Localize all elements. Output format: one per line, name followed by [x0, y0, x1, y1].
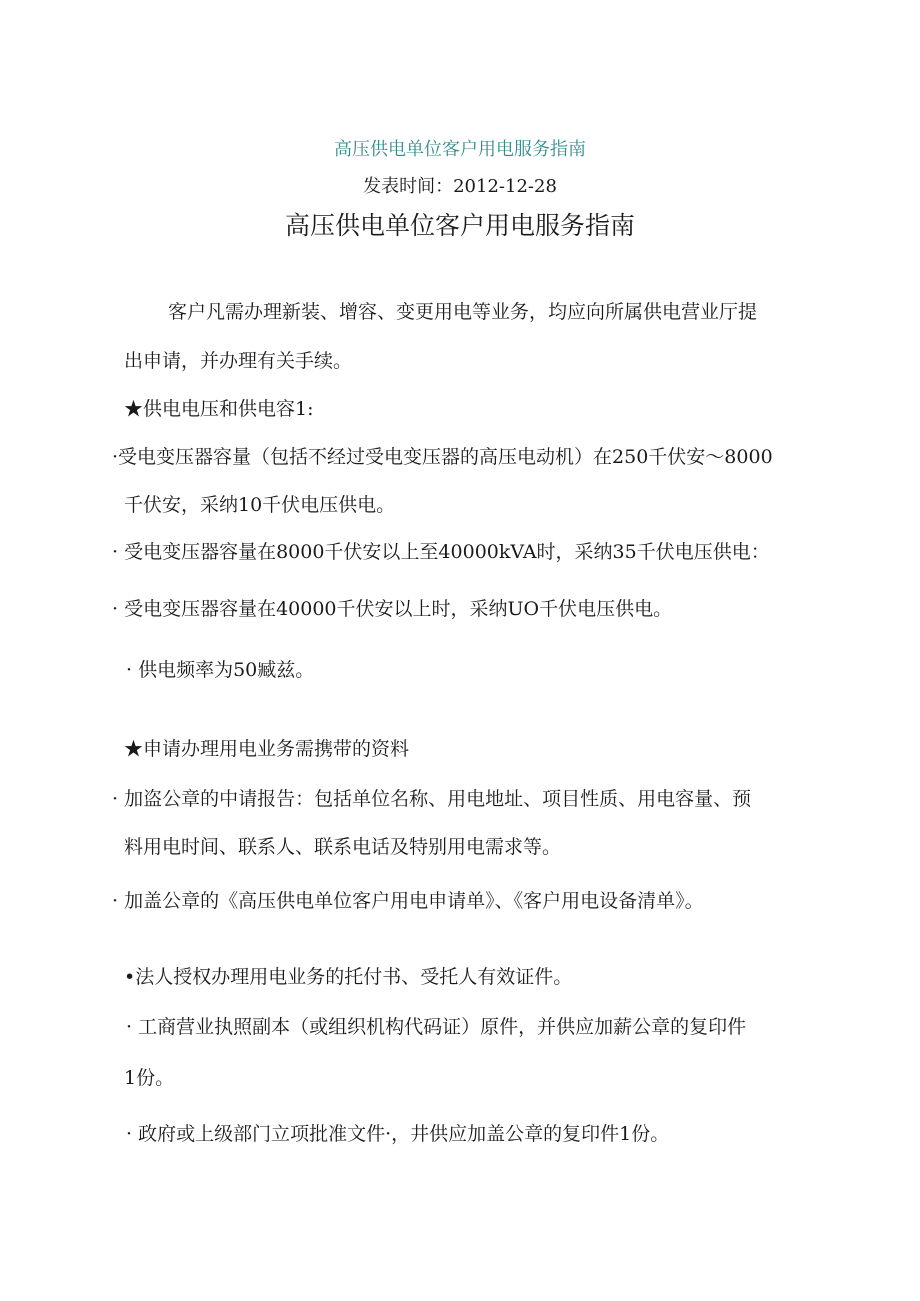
list-item: · 政府或上级部门立项批准文件·，井供应加盖公章的复印件1份。 [126, 1123, 670, 1145]
list-item: •法人授权办理用电业务的托付书、受托人有效证件。 [124, 966, 573, 988]
list-item: · 受电变压器容量在8000千伏安以上至40000kVA时，采纳35千伏电压供电： [112, 541, 770, 563]
list-item-continuation: 1份。 [124, 1067, 175, 1089]
list-item: · 工商营业执照副本（或组织机构代码证）原件，并供应加薪公章的复印件 [126, 1016, 747, 1038]
list-item: · 加盗公章的中请报告：包括单位名称、用电地址、项目性质、用电容量、预 [112, 788, 752, 810]
section-heading-voltage: ★供电电压和供电容1: [124, 398, 314, 420]
list-item: · 加盖公章的《高压供电单位客户用电申请单》、《客户用电设备清单》。 [112, 890, 704, 912]
list-item-continuation: 料用电时间、联系人、联系电话及特别用电需求等。 [124, 836, 562, 858]
source-title: 高压供电单位客户用电服务指南 [334, 139, 586, 160]
intro-paragraph-line-1: 客户凡需办理新装、增容、变更用电等业务，均应向所属供电营业厅提 [168, 301, 758, 323]
intro-paragraph-line-2: 出申请，并办理有关手续。 [124, 350, 353, 372]
list-item-continuation: 千伏安，采纳10千伏电压供电。 [124, 494, 396, 516]
page-title: 高压供电单位客户用电服务指南 [284, 211, 635, 240]
list-item: · 供电频率为50臧兹。 [126, 659, 315, 681]
publish-date: 发表时间：2012-12-28 [363, 176, 557, 197]
section-heading-materials: ★申请办理用电业务需携带的资料 [124, 738, 410, 760]
list-item: ·受电变压器容量（包括不经过受电变压器的高压电动机）在250千伏安～8000 [112, 446, 773, 468]
list-item: · 受电变压器容量在40000千伏安以上时，采纳UO千伏电压供电。 [112, 598, 673, 620]
